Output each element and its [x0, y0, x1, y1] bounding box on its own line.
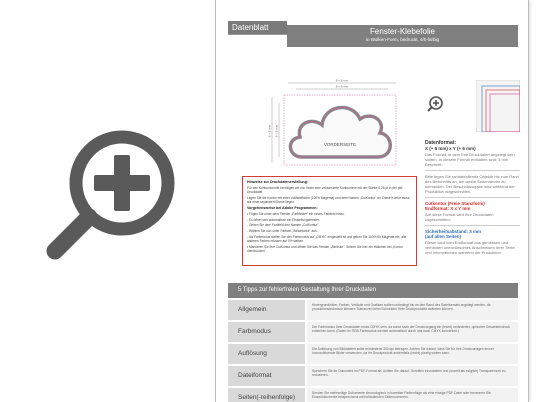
safe-divider	[425, 225, 520, 226]
safe-text: Dieser wird vom Endformat aus gemessen und verhindert unerwünschtes Anschneiden Ihrer Texte und Informationen während der Produktion.	[425, 239, 515, 255]
tips-row-label: Seiten(-reihenfolge)	[228, 388, 305, 402]
format-divider	[425, 170, 520, 171]
tips-row-text: Senden Sie mehrseitige Dokumente chronologisch in korrekter Reihenfolge als eine einzige PDF-Datei oder benennen Sie Einzeldokumente entsprechend mit fortlaufenden Seitennummern.	[307, 388, 518, 402]
product-subtitle: in Wolken-Form, bedruckt, 4/0-farbig	[366, 37, 439, 42]
tips-row-label: Allgemein	[228, 300, 305, 320]
inner-width-label: 8 × 8 mm	[335, 84, 349, 89]
tips-row-text: Speichern Sie Ihr Dokument im PDF-Format ab. Achten Sie darauf, Schriften einzubetten und (soweit als möglich) Transparenzen zu reduzieren.	[307, 366, 518, 386]
format-note: Bitte legen Sie randabfallende Objekte bis zum Rand des Beschnitts an, um weiße Seitenränder zu vermeiden. Der Beschnittzugabe wird während der Produktion abgeschnitten.	[425, 173, 519, 194]
zoom-in-magnifier-icon[interactable]	[40, 118, 190, 268]
cut-text: Auf diese Format wird Ihre Druckdaten zugeschnitten.	[425, 211, 494, 222]
cloud-label: VORDERSEITE	[323, 142, 357, 147]
notes-p1: Für den Kontourschnitt benötigen wir von Ihnen eine vektorisierte Kontourlinie mit der Stärke 0,25 pt in der pdf-Druckdatei.	[247, 185, 404, 195]
cut-divider	[425, 197, 520, 198]
header-label: Datenblatt	[228, 21, 287, 34]
cloud-shape	[290, 108, 390, 157]
notes-p3: • Fügen Sie unter dem Fenster „Farbfelder" ein neues Farbfeld hinzu.	[247, 211, 345, 216]
notes-title: Hinweise zur Druckdatenerstellung:	[247, 180, 309, 184]
safe-sub: (auf allen Seiten)	[425, 234, 462, 239]
format-text: Das Format, in dem Ihre Druckdaten angelegt sein sollten. In diesem Format enthalten sind: 3 mm Beschnitt.	[425, 151, 515, 167]
format-value: X (+ 6 mm) x Y (+ 6 mm)	[425, 146, 476, 151]
margin-frame-illustration	[476, 80, 520, 132]
notes-p4: - Es öffnet sich automatisch ein Einstellungsfenster.	[247, 217, 320, 222]
tips-row-label: Farbmodus	[228, 322, 305, 342]
notes-subtitle: Vorgehensweise bei Adobe Programmen:	[247, 205, 318, 210]
cut-value: Endformat: X x Y mm	[425, 206, 471, 211]
notes-p5: - Geben Sie dem Farbfeld den Namen „CutKontur".	[247, 223, 320, 228]
tips-title-bar: 5 Tipps zur fehlerfreien Gestaltung Ihrer Druckdaten	[228, 283, 518, 298]
width-label: 8 × 8 mm	[335, 78, 349, 83]
product-title: Fenster-Klebefolie	[370, 27, 435, 36]
cut-title: Cutkontur (Freie Stanzform)	[425, 200, 485, 206]
title-bar	[287, 25, 518, 47]
tips-row-label: Dateiformat	[228, 366, 305, 386]
tips-row	[228, 388, 518, 402]
notes-p8: • Markieren Sie Ihre CutKontur und öffnen Sie das Fenster „Attribute". Setzen Sie hier ein Häkchen bei „Kontur überdrucken".	[247, 245, 403, 254]
notes-p6: - Wählen Sie nun unter Farbart „Volltonfarbe" aus.	[247, 229, 318, 234]
tips-row	[228, 344, 518, 364]
tips-row-text: Hintergrundbilder, Farben, Verläufe und Grafiken sollten unbedingt bis an den Rand des Dateiformats angelegt werden, da produktionstechnisch kleinere Toleranzen beim Schneiden Ihrer Druckprodukte auftreten können.	[307, 300, 518, 320]
tips-row-label: Auflösung	[228, 344, 305, 364]
print-data-notes	[242, 176, 417, 266]
notes-p7: - Als Farbmodus stellen Sie den Farbmodus auf „CMYK" eingestellt ist und geben Sie 100% für Magenta ein, alle anderen Farben müssen auf 0% stehen.	[247, 234, 407, 244]
tips-row	[228, 322, 518, 342]
cloud-shape-diagram	[266, 75, 421, 170]
tips-row-text: Die Auflösung von Bilddateien sollte mindestens 300 dpi betragen. Achten Sie darauf, dass Sie für Ihre Druckvorlagen immer hochauflösende Bilder verwenden, da Ihr Druckprodukt andernfalls (leicht) pixelig wirken kann.	[307, 344, 518, 364]
zoom-in-small-icon[interactable]	[424, 90, 472, 132]
tips-row	[228, 366, 518, 386]
inner-height-label: 8 × 8 mm	[274, 124, 279, 138]
safe-title: Sicherheitsabstand: 3 mm	[425, 228, 482, 234]
datasheet-page	[215, 0, 529, 402]
format-title: Datenformat:	[425, 140, 457, 146]
tips-row	[228, 300, 518, 320]
notes-p2: Legen Sie die Kontur mit einer Vollfarbfläche (100% Magenta) und dem Namen „CutKontur" an. Diese Kontur muss auf einer separaten Ebene liegen.	[247, 195, 410, 205]
height-label: 8 × 8 mm	[267, 124, 272, 138]
data-format-section	[425, 140, 520, 255]
tips-row-text: Der Farbmodus Ihrer Druckdaten muss CMYK sein, da sonst nach der Druckvorgang ein (leicht) veränderter, optischer Gesamteindruck entstehen kann. (Daten im RGB-Farbmodus werden automatisch durch uns nach CMYK konvertiert.)	[307, 322, 518, 342]
